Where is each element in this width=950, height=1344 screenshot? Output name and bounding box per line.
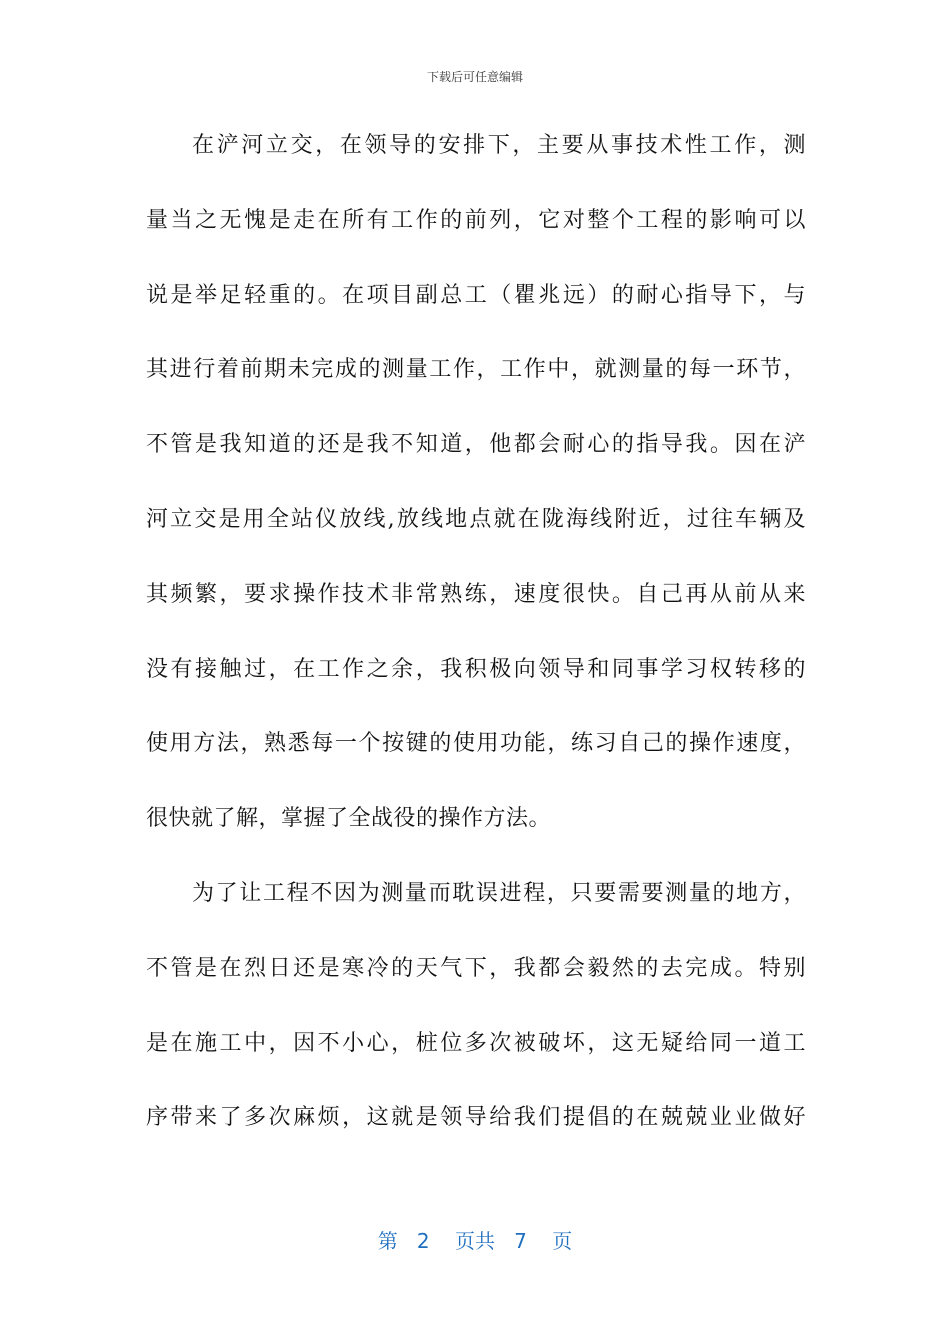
text-line: 使用方法，熟悉每一个按键的使用功能，练习自己的操作速度，: [146, 731, 806, 757]
text-line: 其频繁，要求操作技术非常熟练，速度很快。自己再从前从来: [146, 581, 806, 607]
text-line: 没有接触过，在工作之余，我积极向领导和同事学习权转移的: [146, 656, 806, 682]
text-line: 说是举足轻重的。在项目副总工（瞿兆远）的耐心指导下，与: [146, 282, 806, 308]
text-line: 河立交是用全站仪放线,放线地点就在陇海线附近，过往车辆及: [146, 506, 806, 532]
text-line: 为了让工程不因为测量而耽误进程，只要需要测量的地方，: [192, 880, 806, 906]
footer-middle: 页共: [455, 1229, 495, 1253]
page-footer: [0, 1225, 950, 1254]
footer-total-pages: 7: [514, 1229, 527, 1253]
body-text: [146, 128, 806, 1175]
header-note: 下载后可任意编辑: [426, 70, 523, 84]
text-line: 不管是在烈日还是寒冷的天气下，我都会毅然的去完成。特别: [146, 955, 806, 981]
text-line: 量当之无愧是走在所有工作的前列，它对整个工程的影响可以: [146, 207, 806, 233]
footer-current-page: 2: [416, 1229, 430, 1253]
text-line: 很快就了解，掌握了全战役的操作方法。: [146, 806, 552, 832]
text-line: 序带来了多次麻烦，这就是领导给我们提倡的在兢兢业业做好: [146, 1105, 806, 1131]
text-line: 其进行着前期未完成的测量工作，工作中，就测量的每一环节，: [146, 357, 806, 383]
text-line: 是在施工中，因不小心，桩位多次被破坏，这无疑给同一道工: [146, 1030, 806, 1056]
footer-prefix: 第: [377, 1229, 398, 1253]
text-line: 在浐河立交，在领导的安排下，主要从事技术性工作，测: [192, 133, 806, 158]
footer-suffix: 页: [552, 1229, 573, 1253]
text-line: 不管是我知道的还是我不知道，他都会耐心的指导我。因在浐: [146, 432, 806, 458]
